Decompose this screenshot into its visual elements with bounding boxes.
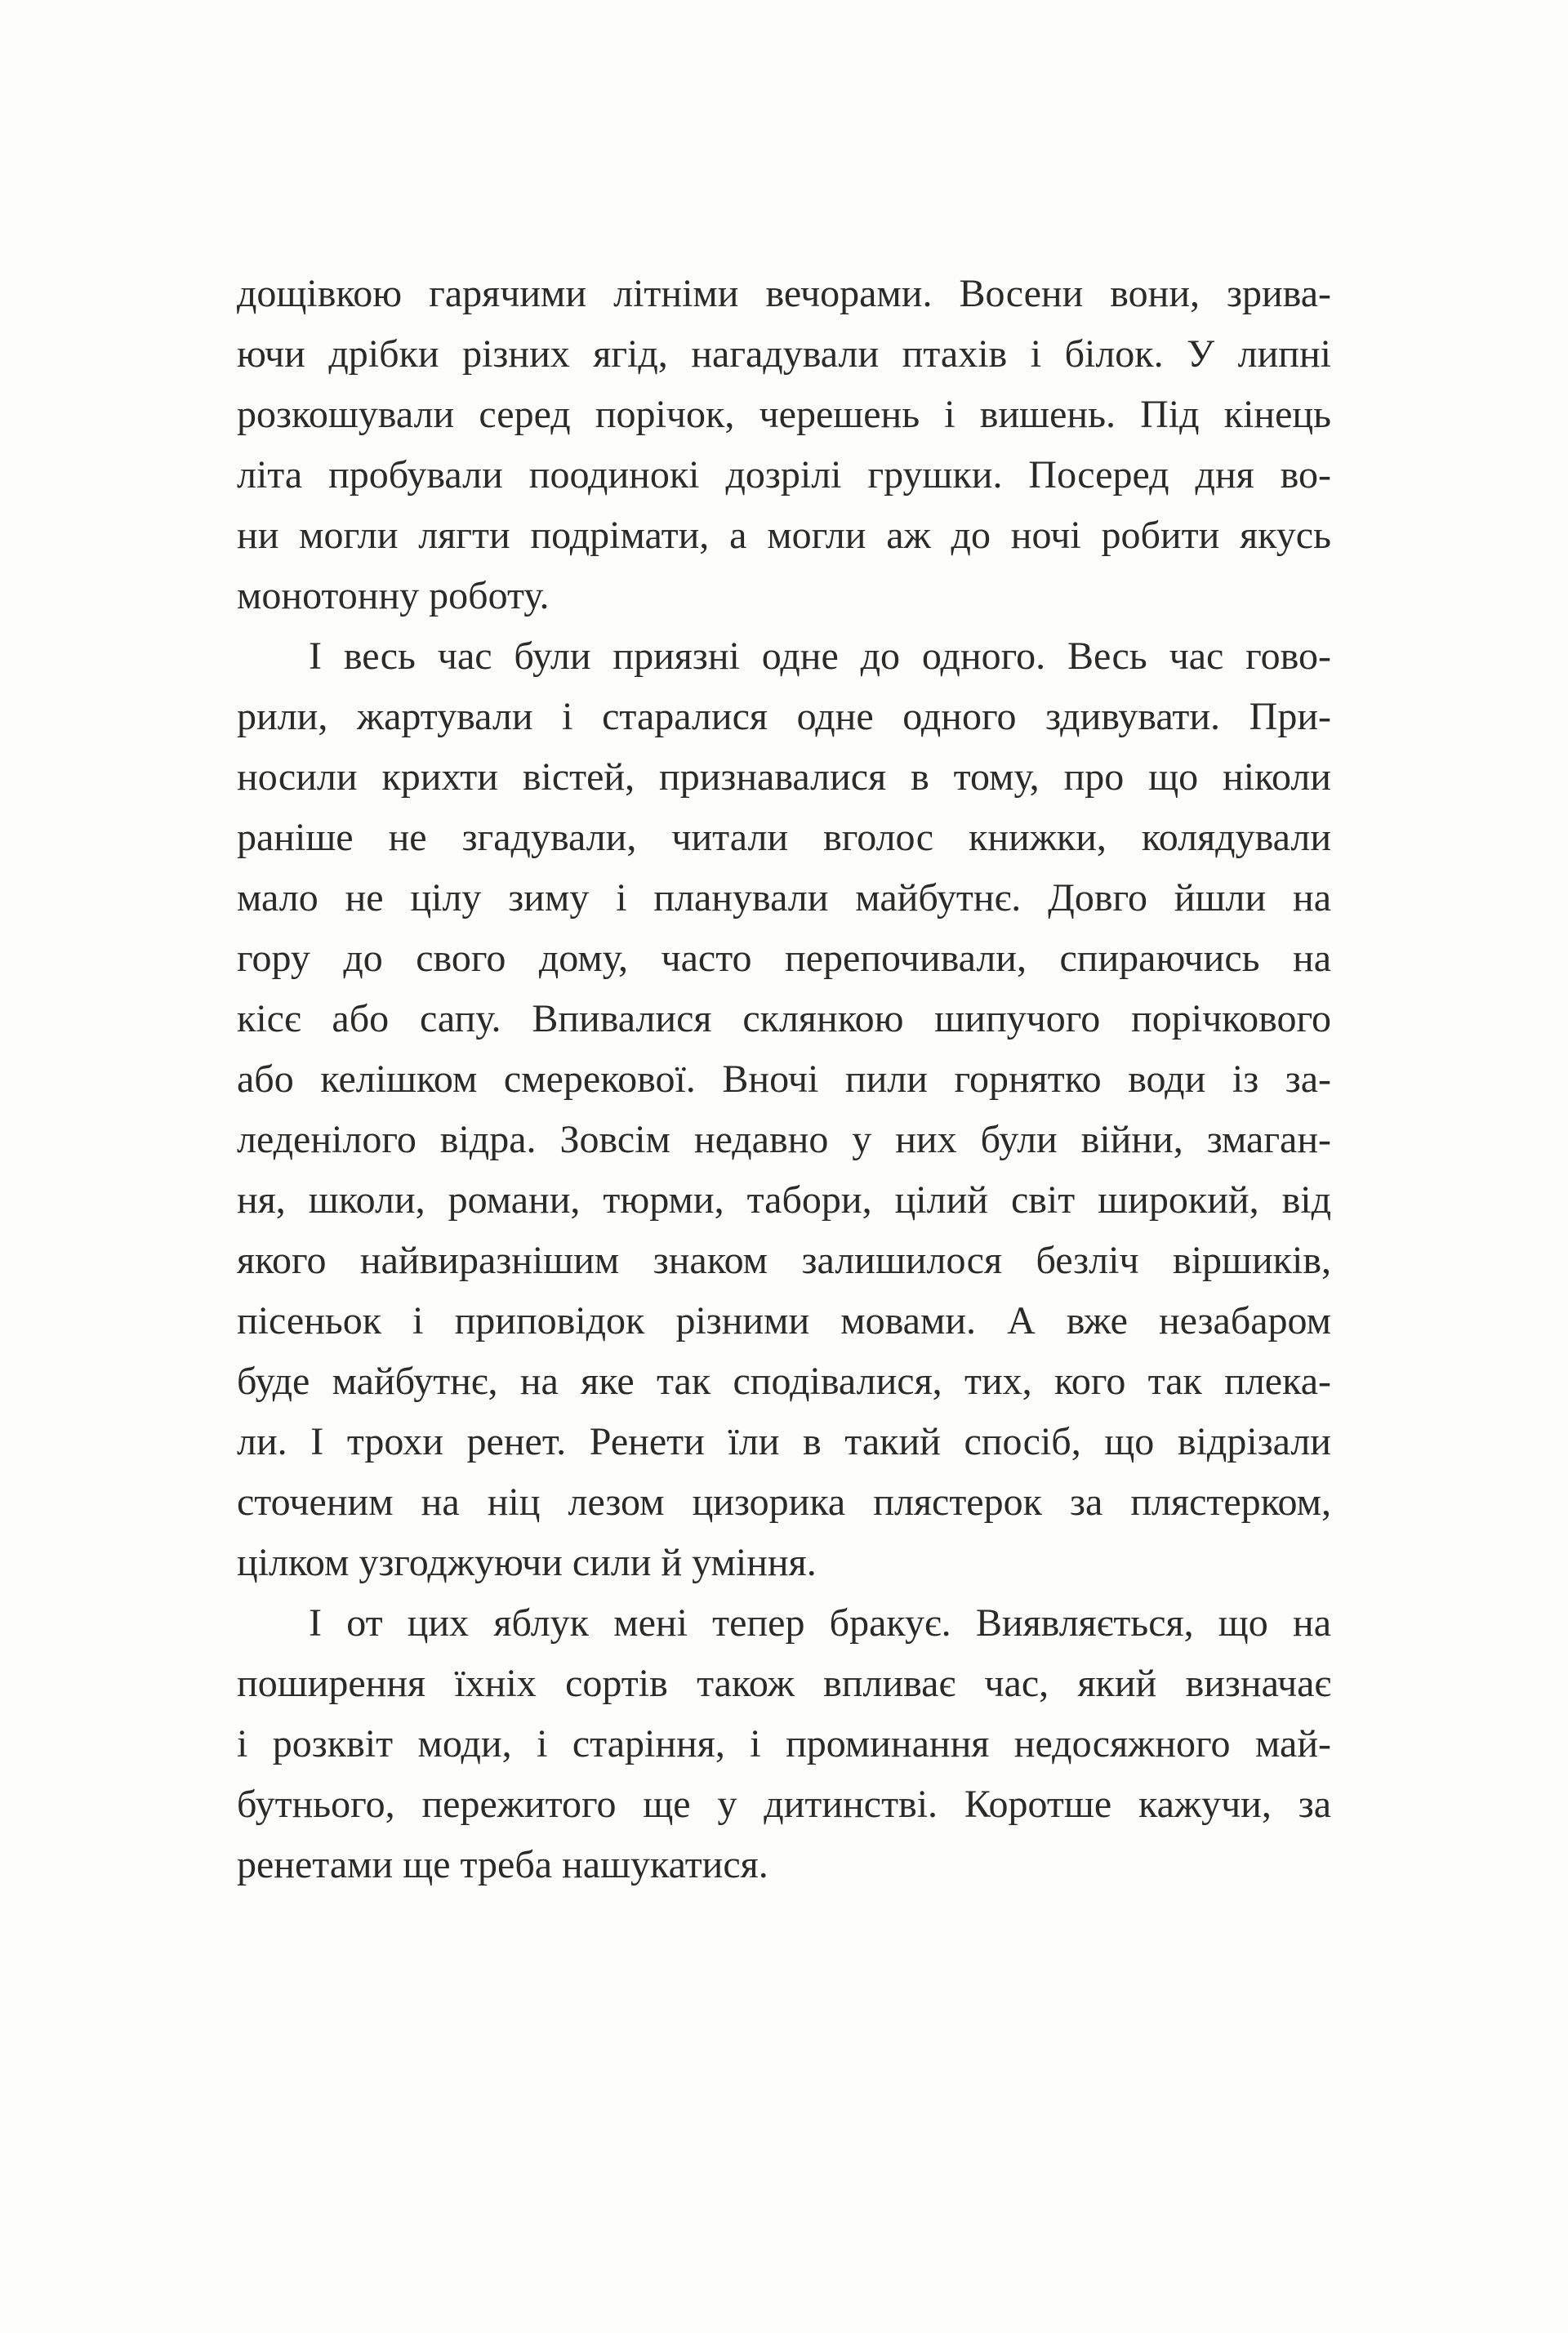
text-line: гору до свого дому, часто перепочивали, спираючись на bbox=[237, 937, 1331, 980]
text-line: бутнього, пережитого ще у дитинстві. Коротше кажучи, за bbox=[237, 1783, 1331, 1826]
text-line: ня, школи, романи, тюрми, табори, цілий світ широкий, від bbox=[237, 1178, 1331, 1222]
text-line: пісеньок і приповідок різними мовами. А вже незабаром bbox=[237, 1299, 1331, 1342]
text-line: сточеним на ніц лезом цизорика плястерок за плястерком, bbox=[237, 1480, 1331, 1524]
text-line: леденілого відра. Зовсім недавно у них були війни, змаган- bbox=[237, 1118, 1331, 1161]
paragraph-2 bbox=[237, 626, 1331, 1593]
paragraph-1 bbox=[237, 264, 1331, 626]
text-line: монотонну роботу. bbox=[237, 574, 550, 617]
text-line: кісє або сапу. Впивалися склянкою шипучого порічкового bbox=[237, 997, 1331, 1040]
text-line: І от цих яблук мені тепер бракує. Виявляється, що на bbox=[309, 1601, 1331, 1645]
text-line: або келішком смерекової. Вночі пили горнятко води із за- bbox=[237, 1057, 1331, 1101]
text-line: І весь час були приязні одне до одного. Весь час гово- bbox=[309, 634, 1331, 678]
body-text bbox=[237, 264, 1331, 1895]
text-line: літа пробували поодинокі дозрілі грушки. Посеред дня во- bbox=[237, 453, 1331, 496]
text-line: ючи дрібки різних ягід, нагадували птахів і білок. У липні bbox=[237, 332, 1331, 376]
text-line: якого найвиразнішим знаком залишилося безліч віршиків, bbox=[237, 1239, 1331, 1282]
text-line: ни могли лягти подрімати, а могли аж до ночі робити якусь bbox=[237, 514, 1331, 557]
paragraph-3 bbox=[237, 1593, 1331, 1895]
text-line: ренетами ще треба нашукатися. bbox=[237, 1843, 768, 1886]
text-line: мало не цілу зиму і планували майбутнє. Довго йшли на bbox=[237, 876, 1331, 919]
text-line: раніше не згадували, читали вголос книжки, колядували bbox=[237, 816, 1331, 859]
text-line: носили крихти вістей, признавалися в тому, про що ніколи bbox=[237, 755, 1331, 799]
text-line: розкошували серед порічок, черешень і вишень. Під кінець bbox=[237, 393, 1331, 436]
text-line: цілком узгоджуючи сили й уміння. bbox=[237, 1541, 817, 1584]
text-line: буде майбутнє, на яке так сподівалися, тих, кого так плека- bbox=[237, 1360, 1331, 1403]
text-line: рили, жартували і старалися одне одного здивувати. При- bbox=[237, 695, 1331, 738]
text-line: ли. І трохи ренет. Ренети їли в такий спосіб, що відрізали bbox=[237, 1420, 1331, 1463]
text-line: поширення їхніх сортів також впливає час, який визначає bbox=[237, 1662, 1331, 1705]
text-line: і розквіт моди, і старіння, і проминання недосяжного май- bbox=[237, 1722, 1331, 1765]
text-line: дощівкою гарячими літніми вечорами. Восени вони, зрива- bbox=[237, 272, 1331, 315]
